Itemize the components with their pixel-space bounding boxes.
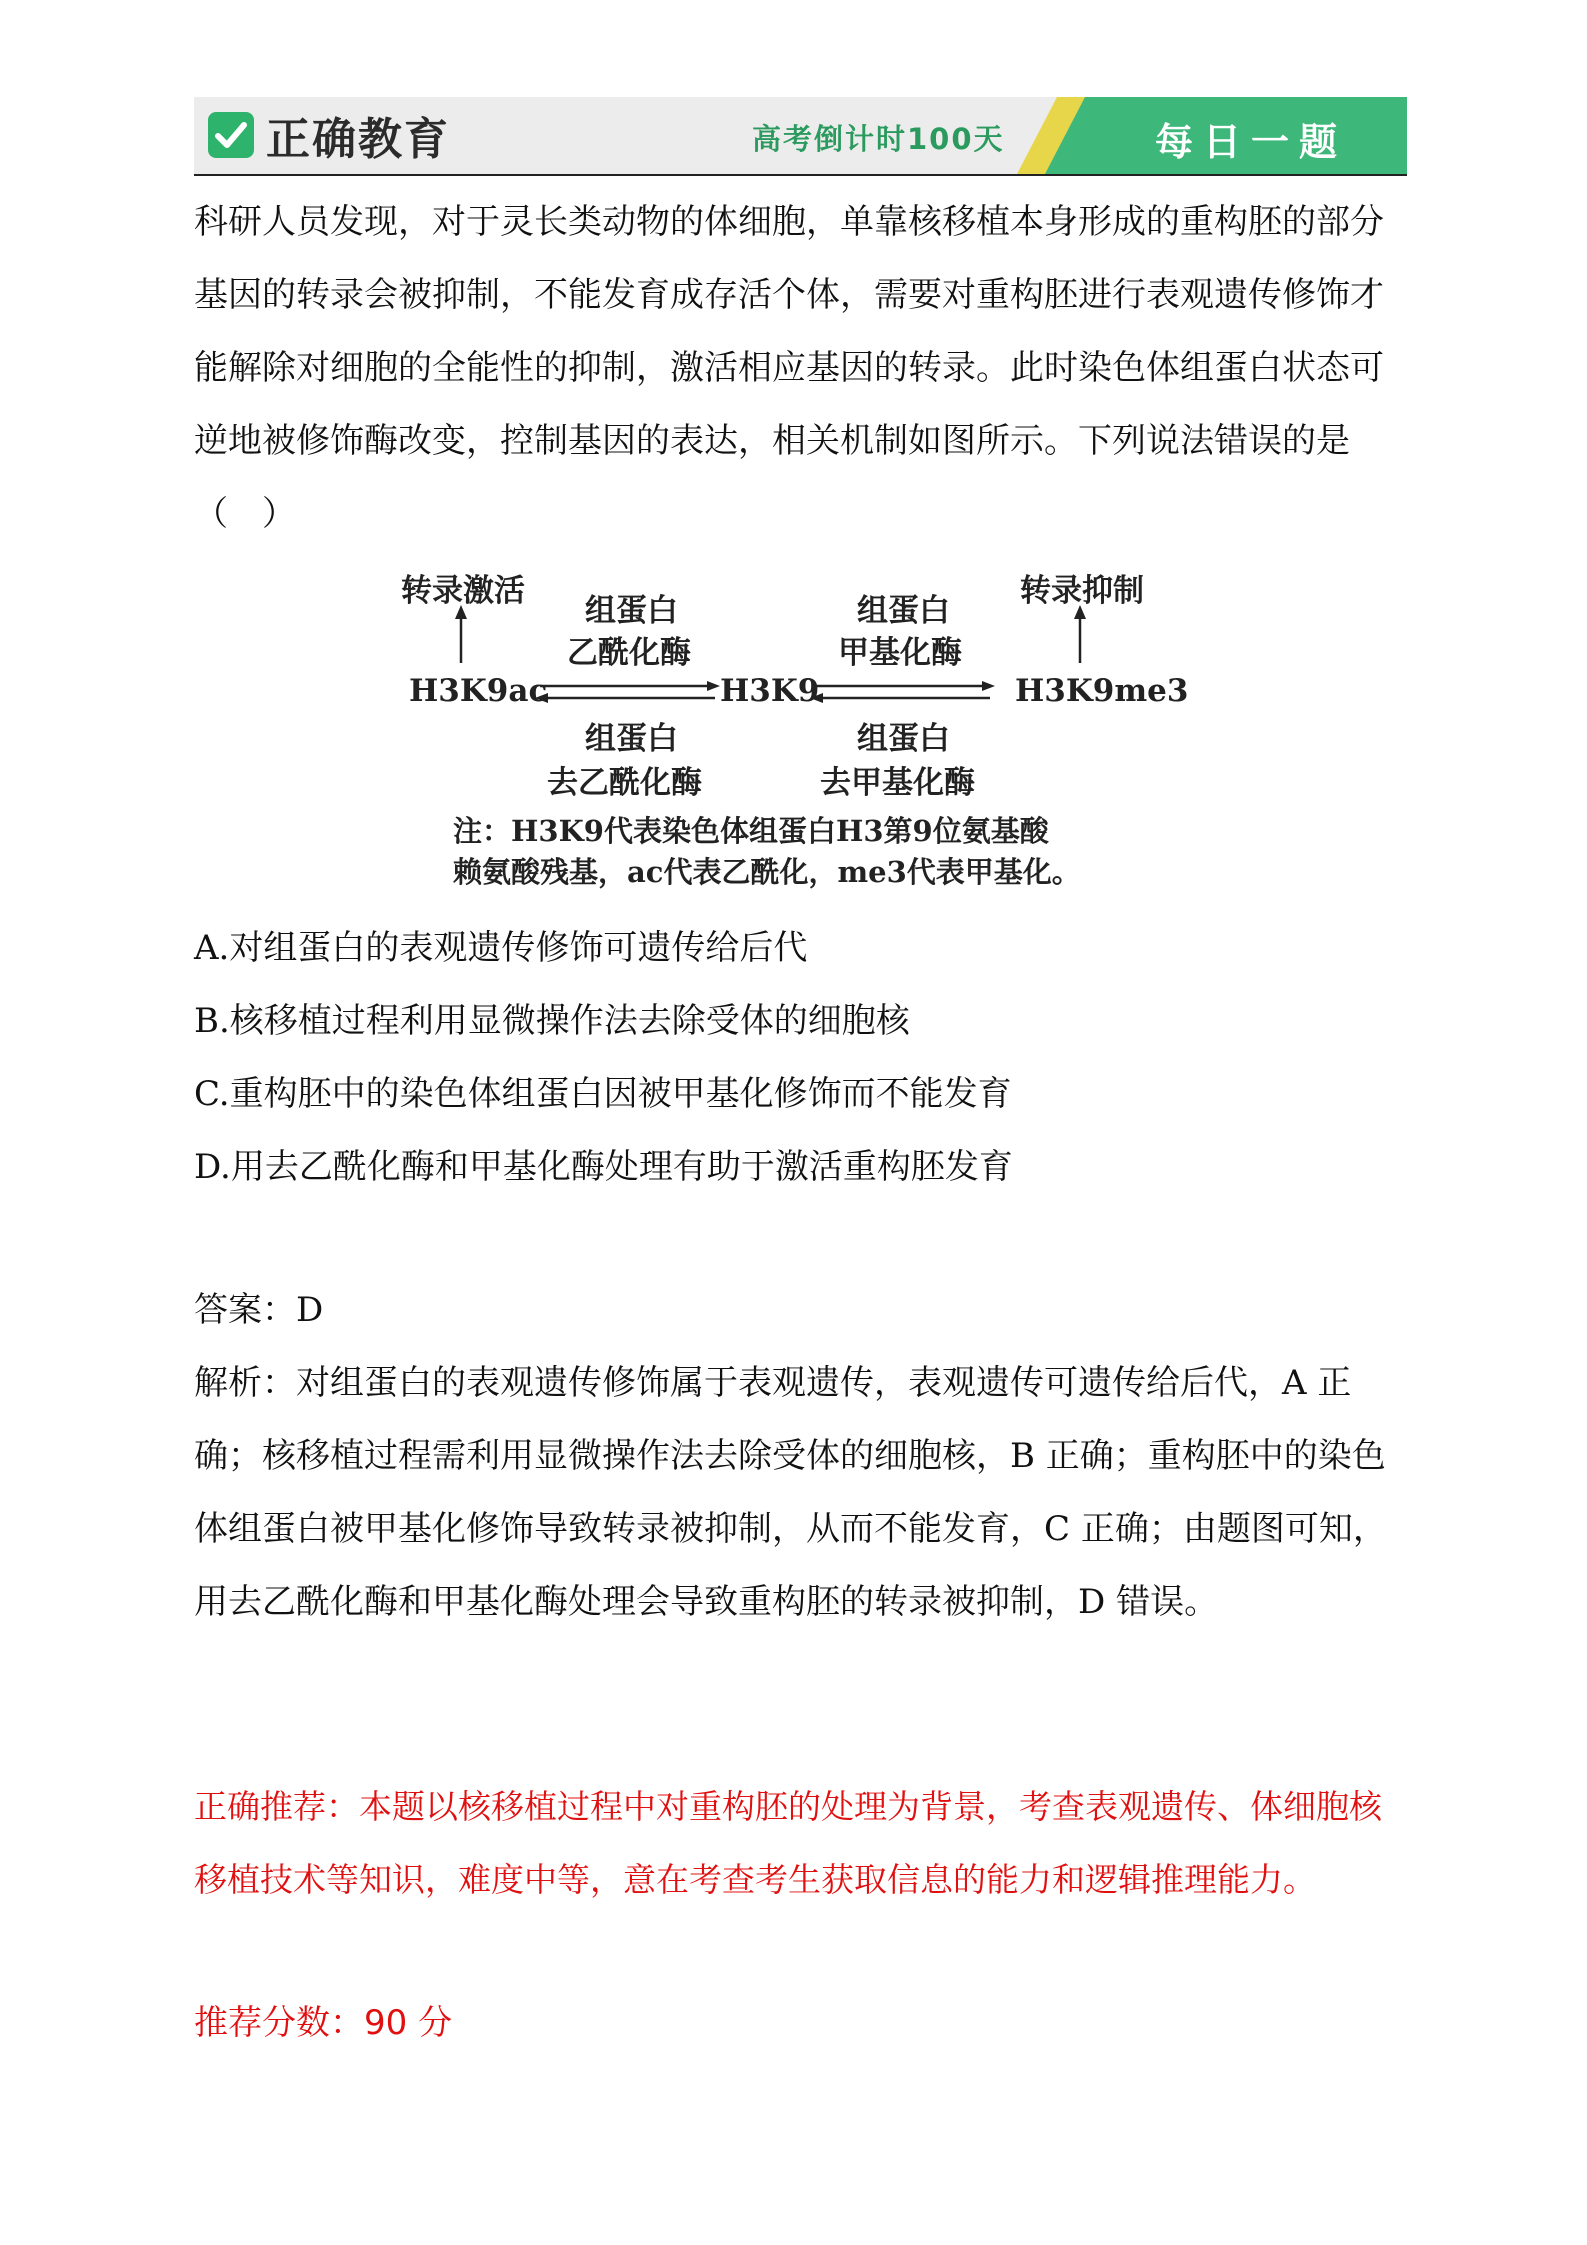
- acetylase-line2: 乙酰化酶: [567, 635, 691, 671]
- explanation-text: 解析：对组蛋白的表观遗传修饰属于表观遗传，表观遗传可遗传给后代，A 正确；核移植过程需利用显微操作法去除受体的细胞核，B 正确；重构胚中的染色体组蛋白被甲基化修饰导致转录被抑制，从而不能发育，C 正确；由题图可知，用去乙酰化酶和甲基化酶处理会导致重构胚的转录被抑制，D 错误。: [194, 1363, 1387, 1622]
- option-d: D.用去乙酰化酶和甲基化酶处理有助于激活重构胚发育: [194, 1147, 1013, 1187]
- check-icon: [208, 112, 254, 158]
- mechanism-diagram: [395, 555, 1205, 895]
- diagram-note-line1: 注：H3K9代表染色体组蛋白H3第9位氨基酸: [453, 814, 1049, 848]
- node-h3k9me3: H3K9me3: [1015, 673, 1189, 709]
- methylase-line1: 组蛋白: [857, 593, 950, 629]
- score-text: 推荐分数：90 分: [194, 2003, 453, 2043]
- node-h3k9ac: H3K9ac: [409, 673, 548, 709]
- demethylase-line2: 去甲基化酶: [820, 765, 975, 801]
- recommendation-text: 正确推荐：本题以核移植过程中对重构胚的处理为背景，考查表观遗传、体细胞核移植技术等知识，难度中等，意在考查考生获取信息的能力和逻辑推理能力。: [194, 1787, 1382, 1899]
- node-h3k9: H3K9: [720, 673, 820, 709]
- daily-question-label: 每日一题: [1154, 120, 1347, 164]
- repression-label: 转录抑制: [1020, 573, 1144, 609]
- option-a: A.对组蛋白的表观遗传修饰可遗传给后代: [194, 928, 808, 968]
- header-banner: [194, 97, 1407, 176]
- activation-label: 转录激活: [401, 573, 525, 609]
- deacetylase-line2: 去乙酰化酶: [547, 765, 702, 801]
- question-text: 科研人员发现，对于灵长类动物的体细胞，单靠核移植本身形成的重构胚的部分基因的转录会被抑制，不能发育成存活个体，需要对重构胚进行表观遗传修饰才能解除对细胞的全能性的抑制，激活相应基因的转录。此时染色体组蛋白状态可逆地被修饰酶改变，控制基因的表达，相关机制如图所示。下列说法错误的是（ ）: [194, 202, 1384, 534]
- option-c: C.重构胚中的染色体组蛋白因被甲基化修饰而不能发育: [194, 1074, 1012, 1114]
- brand-logo: [208, 107, 450, 163]
- diagram-note-line2: 赖氨酸残基，ac代表乙酰化，me3代表甲基化。: [453, 855, 1081, 889]
- answer-options: [194, 912, 1013, 1204]
- deacetylase-line1: 组蛋白: [585, 721, 678, 757]
- option-b: B.核移植过程利用显微操作法去除受体的细胞核: [194, 1001, 910, 1041]
- answer-text: 答案：D: [194, 1290, 324, 1330]
- brand-name: 正确教育: [266, 114, 450, 165]
- countdown-text: 高考倒计时100天: [752, 122, 1005, 156]
- methylase-line2: 甲基化酶: [838, 635, 962, 671]
- acetylase-line1: 组蛋白: [585, 593, 678, 629]
- demethylase-line1: 组蛋白: [857, 721, 950, 757]
